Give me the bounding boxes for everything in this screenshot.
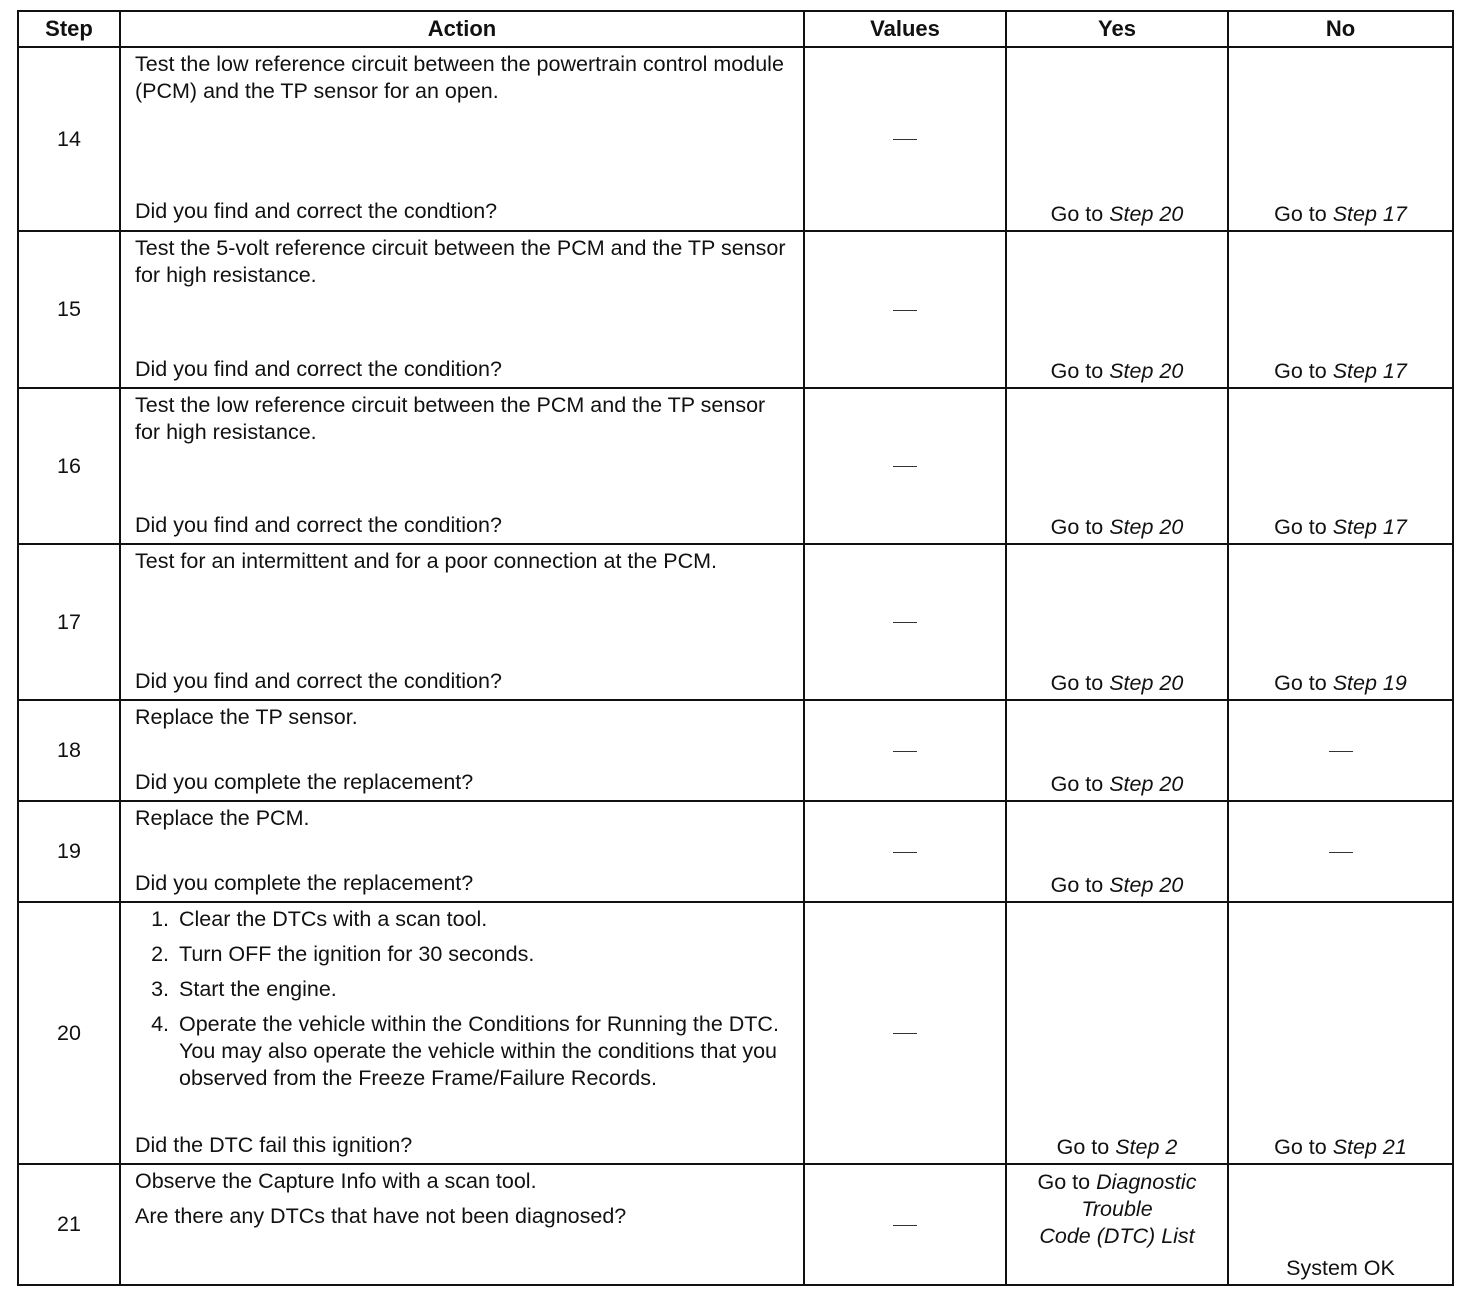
yes-cell bbox=[1006, 902, 1228, 1164]
table-row bbox=[18, 1164, 1453, 1285]
yes-prefix: Go to bbox=[1037, 1170, 1097, 1194]
no-cell bbox=[1228, 47, 1453, 231]
table-row bbox=[18, 902, 1453, 1164]
action-cell bbox=[120, 801, 804, 902]
yes-target: Step 20 bbox=[1109, 515, 1184, 539]
yes-target: Step 20 bbox=[1109, 671, 1184, 695]
no-prefix: Go to bbox=[1274, 1135, 1333, 1159]
action-cell bbox=[120, 231, 804, 388]
step-number: 18 bbox=[18, 700, 120, 801]
values-cell bbox=[804, 902, 1006, 1164]
no-prefix: Go to bbox=[1274, 202, 1333, 226]
action-text: Test the low reference circuit between the PCM and the TP sensor for high resistance. bbox=[135, 393, 766, 444]
yes-target-line1: Diagnostic bbox=[1096, 1170, 1197, 1194]
yes-cell bbox=[1006, 388, 1228, 544]
table-row bbox=[18, 801, 1453, 902]
no-target: Step 17 bbox=[1332, 359, 1407, 383]
table-row bbox=[18, 47, 1453, 231]
header-no: No bbox=[1228, 11, 1453, 47]
values-dash bbox=[893, 139, 917, 140]
values-dash bbox=[893, 751, 917, 752]
no-cell bbox=[1228, 231, 1453, 388]
no-prefix: Go to bbox=[1274, 359, 1333, 383]
action-text: Test for an intermittent and for a poor connection at the PCM. bbox=[135, 549, 718, 573]
values-cell bbox=[804, 801, 1006, 902]
question-text: Are there any DTCs that have not been diagnosed? bbox=[135, 1204, 627, 1228]
yes-prefix: Go to bbox=[1050, 772, 1110, 796]
no-prefix: Go to bbox=[1274, 515, 1333, 539]
list-item: 4. Operate the vehicle within the Conditions for Running the DTC. You may also operate the vehicle within the conditions that you observed from the Freeze Frame/Failure Records. bbox=[175, 1011, 793, 1092]
action-text: Replace the TP sensor. bbox=[135, 705, 358, 729]
question-text: Did the DTC fail this ignition? bbox=[135, 1133, 413, 1157]
header-row bbox=[18, 11, 1453, 47]
question-text: Did you complete the replacement? bbox=[135, 770, 474, 794]
yes-target-line3: Code (DTC) List bbox=[1039, 1224, 1195, 1248]
no-target: Step 17 bbox=[1332, 202, 1407, 226]
procedure-list bbox=[135, 906, 793, 1092]
action-text: Observe the Capture Info with a scan tool. bbox=[135, 1169, 537, 1193]
values-cell bbox=[804, 231, 1006, 388]
yes-prefix: Go to bbox=[1050, 515, 1110, 539]
values-dash bbox=[893, 310, 917, 311]
yes-prefix: Go to bbox=[1050, 202, 1110, 226]
list-item: 1. Clear the DTCs with a scan tool. bbox=[175, 906, 793, 933]
yes-prefix: Go to bbox=[1056, 1135, 1116, 1159]
question-text: Did you find and correct the condition? bbox=[135, 513, 502, 537]
action-text: Test the low reference circuit between the powertrain control module (PCM) and the TP sensor for an open. bbox=[135, 52, 784, 103]
action-text: Replace the PCM. bbox=[135, 806, 310, 830]
question-text: Did you find and correct the condition? bbox=[135, 669, 502, 693]
yes-cell bbox=[1006, 231, 1228, 388]
no-cell bbox=[1228, 902, 1453, 1164]
header-step: Step bbox=[18, 11, 120, 47]
no-cell bbox=[1228, 801, 1453, 902]
header-action: Action bbox=[120, 11, 804, 47]
question-text: Did you complete the replacement? bbox=[135, 871, 474, 895]
no-text: System OK bbox=[1286, 1256, 1395, 1280]
yes-prefix: Go to bbox=[1050, 359, 1110, 383]
action-cell bbox=[120, 388, 804, 544]
values-dash bbox=[893, 466, 917, 467]
yes-target: Step 20 bbox=[1109, 202, 1184, 226]
yes-target: Step 2 bbox=[1115, 1135, 1178, 1159]
no-target: Step 21 bbox=[1332, 1135, 1407, 1159]
list-item: 2. Turn OFF the ignition for 30 seconds. bbox=[175, 941, 793, 968]
list-item: 3. Start the engine. bbox=[175, 976, 793, 1003]
values-cell bbox=[804, 544, 1006, 700]
no-dash bbox=[1329, 751, 1353, 752]
table-row bbox=[18, 700, 1453, 801]
header-yes: Yes bbox=[1006, 11, 1228, 47]
yes-prefix: Go to bbox=[1050, 671, 1110, 695]
step-number: 15 bbox=[18, 231, 120, 388]
yes-prefix: Go to bbox=[1050, 873, 1110, 897]
step-number: 21 bbox=[18, 1164, 120, 1285]
yes-target: Step 20 bbox=[1109, 772, 1184, 796]
step-number: 20 bbox=[18, 902, 120, 1164]
values-cell bbox=[804, 388, 1006, 544]
table-row bbox=[18, 388, 1453, 544]
values-cell bbox=[804, 700, 1006, 801]
no-cell bbox=[1228, 544, 1453, 700]
no-prefix: Go to bbox=[1274, 671, 1333, 695]
step-number: 19 bbox=[18, 801, 120, 902]
yes-cell bbox=[1006, 801, 1228, 902]
action-text: Test the 5-volt reference circuit between the PCM and the TP sensor for high resistance. bbox=[135, 236, 786, 287]
yes-cell bbox=[1006, 544, 1228, 700]
step-number: 14 bbox=[18, 47, 120, 231]
values-dash bbox=[893, 1033, 917, 1034]
yes-cell bbox=[1006, 47, 1228, 231]
action-cell bbox=[120, 902, 804, 1164]
action-cell bbox=[120, 544, 804, 700]
values-dash bbox=[893, 852, 917, 853]
action-cell bbox=[120, 700, 804, 801]
diagnostic-table bbox=[17, 10, 1454, 1286]
no-cell bbox=[1228, 700, 1453, 801]
yes-target: Step 20 bbox=[1109, 873, 1184, 897]
yes-target: Step 20 bbox=[1109, 359, 1184, 383]
values-dash bbox=[893, 622, 917, 623]
question-text: Did you find and correct the condition? bbox=[135, 357, 502, 381]
step-number: 17 bbox=[18, 544, 120, 700]
table-row bbox=[18, 544, 1453, 700]
no-target: Step 17 bbox=[1332, 515, 1407, 539]
action-cell bbox=[120, 1164, 804, 1285]
action-cell bbox=[120, 47, 804, 231]
yes-target-line2: Trouble bbox=[1081, 1197, 1153, 1221]
yes-cell bbox=[1006, 1164, 1228, 1285]
yes-cell bbox=[1006, 700, 1228, 801]
no-cell bbox=[1228, 388, 1453, 544]
step-number: 16 bbox=[18, 388, 120, 544]
no-target: Step 19 bbox=[1332, 671, 1407, 695]
header-values: Values bbox=[804, 11, 1006, 47]
no-cell bbox=[1228, 1164, 1453, 1285]
question-text: Did you find and correct the condtion? bbox=[135, 199, 498, 223]
values-cell bbox=[804, 1164, 1006, 1285]
table-row bbox=[18, 231, 1453, 388]
values-dash bbox=[893, 1225, 917, 1226]
no-dash bbox=[1329, 852, 1353, 853]
values-cell bbox=[804, 47, 1006, 231]
